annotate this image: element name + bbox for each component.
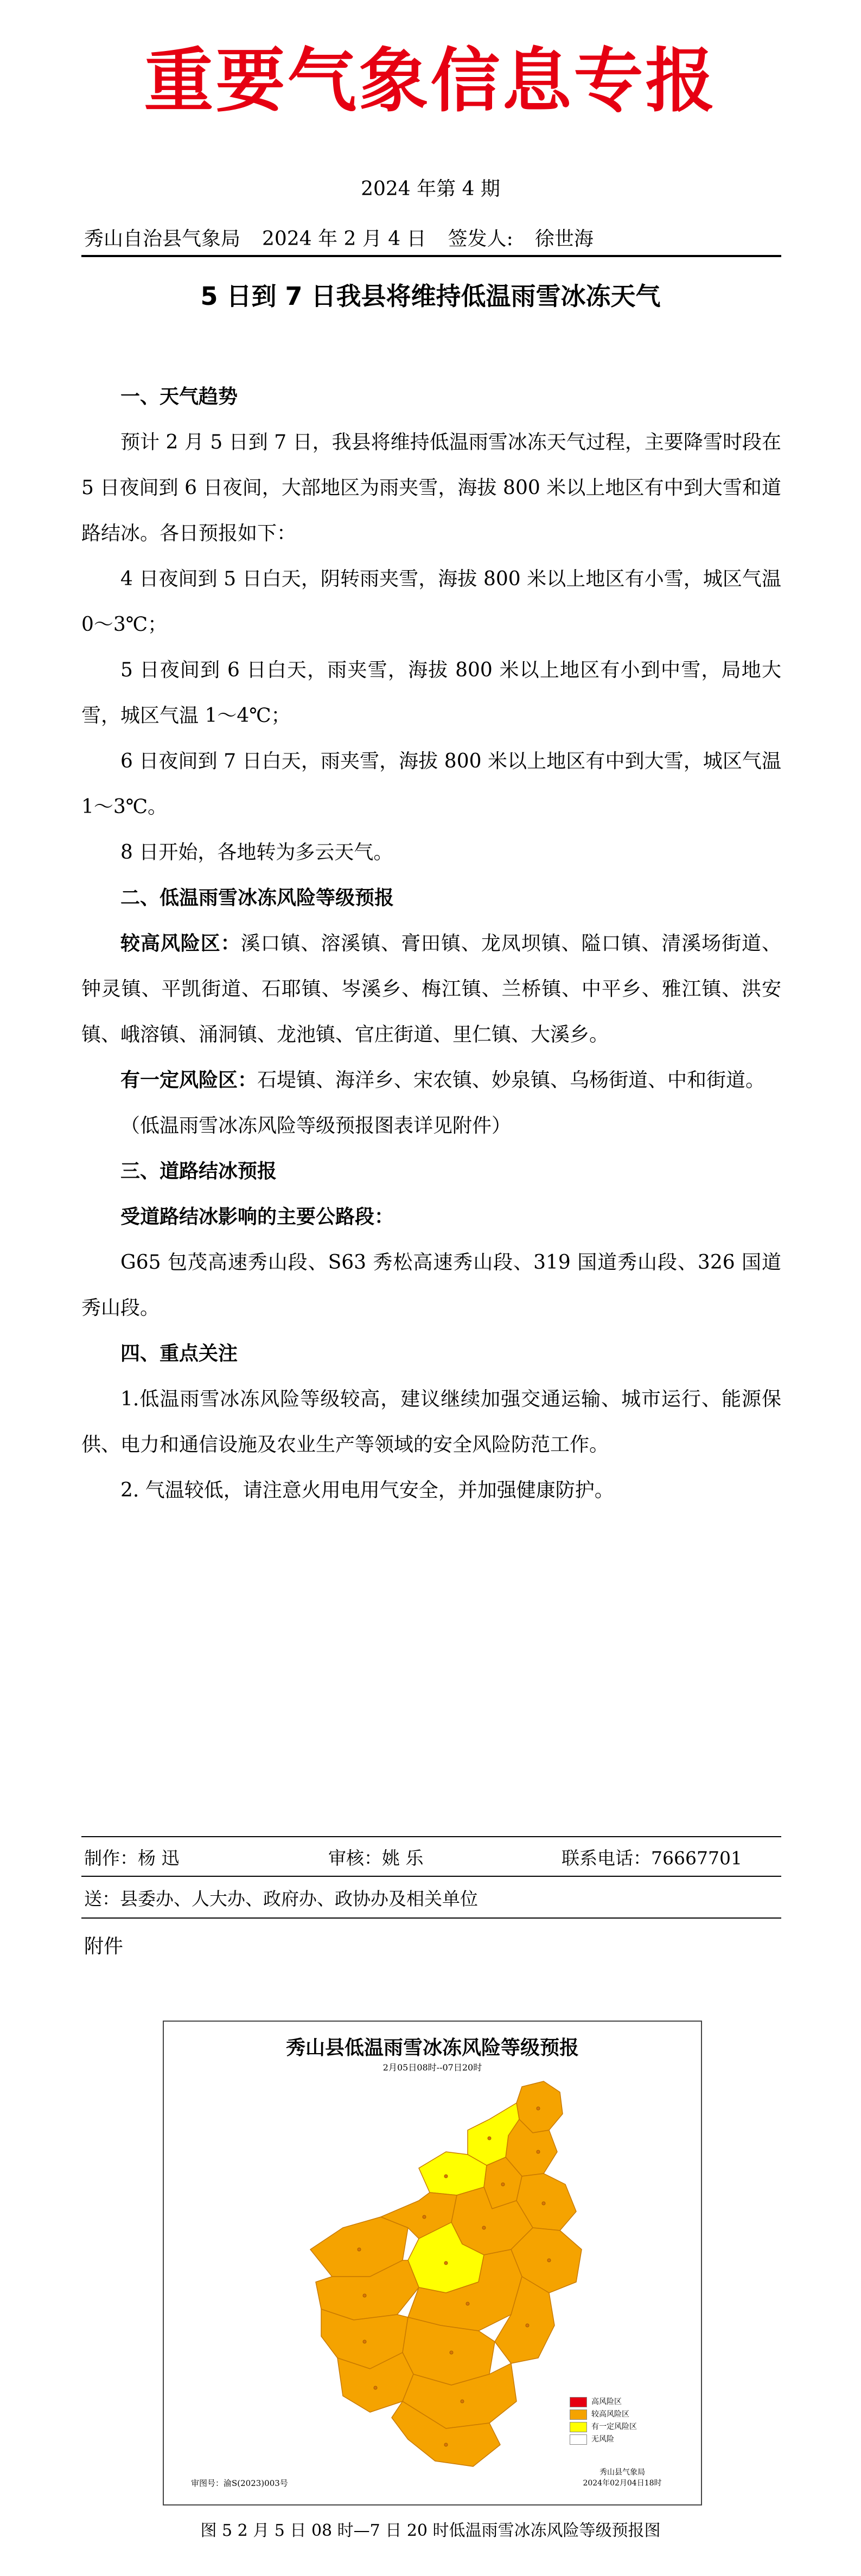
high-risk-paragraph — [81, 921, 781, 1058]
risk-map-figure — [163, 2021, 702, 2505]
moderate-risk-text: 石堤镇、海洋乡、宋农镇、妙泉镇、乌杨街道、中和街道。 — [257, 1069, 766, 1091]
moderate-risk-label: 有一定风险区： — [120, 1069, 258, 1091]
footer-rule-bottom — [81, 1917, 781, 1919]
maker: 制作：杨 迅 — [84, 1848, 180, 1869]
road-icing-text: G65 包茂高速秀山段、S63 秀松高速秀山段、319 国道秀山段、326 国道秀山段。 — [81, 1251, 781, 1319]
legend-swatch — [570, 2397, 587, 2407]
reviewer: 审核：姚 乐 — [328, 1848, 424, 1869]
send-to: 送：县委办、人大办、政府办、政协办及相关单位 — [84, 1888, 478, 1909]
section-1-para-4: 6 日夜间到 7 日白天，雨夹雪，海拔 800 米以上地区有中到大雪，城区气温 1～3℃。 — [81, 750, 781, 818]
map-approval-number: 审图号：渝S(2023)003号 — [191, 2478, 288, 2488]
signer-name: 徐世海 — [534, 228, 594, 250]
footer-credits — [84, 1844, 781, 1869]
section-2-title: 二、低温雨雪冰冻风险等级预报 — [120, 887, 394, 909]
document-body — [81, 374, 781, 1513]
phone-label: 联系电话： — [562, 1848, 651, 1869]
section-4-para-2: 2. 气温较低，请注意火用电用气安全，并加强健康防护。 — [120, 1479, 614, 1501]
section-1-title: 一、天气趋势 — [120, 386, 238, 408]
map-issue-time: 2024年02月04日18时 — [583, 2479, 662, 2488]
contact — [562, 1844, 742, 1870]
legend-label: 无风险 — [591, 2435, 614, 2444]
section-1-para-1: 预计 2 月 5 日到 7 日，我县将维持低温雨雪冰冻天气过程，主要降雪时段在 5 日夜间到 6 日夜间，大部地区为雨夹雪，海拔 800 米以上地区有中到大雪和道路结冰。各日预报如下： — [81, 431, 781, 545]
map-subtitle: 2月05日08时--07日20时 — [382, 2062, 482, 2073]
high-risk-label: 较高风险区： — [120, 932, 241, 955]
legend-label: 有一定风险区 — [591, 2422, 637, 2431]
section-1-para-5: 8 日开始，各地转为多云天气。 — [120, 841, 393, 864]
footer-rule-top — [81, 1836, 781, 1837]
signer-label: 签发人: — [448, 228, 513, 250]
footer-rule-mid — [81, 1876, 781, 1877]
legend-label: 高风险区 — [591, 2398, 622, 2406]
legend-swatch — [570, 2409, 587, 2420]
meta-line — [84, 223, 594, 251]
county-risk-map — [164, 2022, 701, 2504]
map-issuer: 秀山县气象局 — [599, 2468, 645, 2477]
header-rule — [81, 255, 781, 257]
issue-number: 2024 年第 4 期 — [361, 178, 500, 200]
section-4-title: 四、重点关注 — [120, 1343, 238, 1365]
headline: 5 日到 7 日我县将维持低温雨雪冰冻天气 — [200, 282, 661, 311]
moderate-risk-paragraph — [81, 1058, 781, 1103]
map-issuer-block — [571, 2466, 674, 2488]
annex-label: 附件 — [84, 1935, 124, 1958]
road-icing-label: 受道路结冰影响的主要公路段： — [120, 1206, 394, 1228]
section-1-para-3: 5 日夜间到 6 日白天，雨夹雪，海拔 800 米以上地区有小到中雪，局地大雪，城区气温 1～4℃； — [81, 659, 781, 727]
phone-number: 76667701 — [651, 1848, 742, 1869]
legend-label: 较高风险区 — [591, 2410, 629, 2419]
map-title: 秀山县低温雨雪冰冻风险等级预报 — [285, 2036, 579, 2059]
agency: 秀山自治县气象局 — [84, 228, 241, 250]
issue-date: 2024 年 2 月 4 日 — [262, 228, 426, 250]
masthead-title: 重要气象信息专报 — [144, 41, 717, 122]
section-1-para-2: 4 日夜间到 5 日白天，阴转雨夹雪，海拔 800 米以上地区有小雪，城区气温 0～3℃； — [81, 568, 781, 636]
annex-note: （低温雨雪冰冻风险等级预报图表详见附件） — [120, 1115, 512, 1137]
legend-swatch — [570, 2434, 587, 2445]
figure-caption: 图 5 2 月 5 日 08 时—7 日 20 时低温雨雪冰冻风险等级预报图 — [200, 2521, 661, 2540]
section-4-para-1: 1.低温雨雪冰冻风险等级较高，建议继续加强交通运输、城市运行、能源保供、电力和通信设施及农业生产等领域的安全风险防范工作。 — [81, 1388, 781, 1456]
legend-swatch — [570, 2422, 587, 2432]
high-risk-text: 溪口镇、溶溪镇、膏田镇、龙凤坝镇、隘口镇、清溪场街道、钟灵镇、平凯街道、石耶镇、岑溪乡、梅江镇、兰桥镇、中平乡、雅江镇、洪安镇、峨溶镇、涌洞镇、龙池镇、官庄街道、里仁镇、大溪乡。 — [81, 932, 781, 1046]
section-3-title: 三、道路结冰预报 — [120, 1160, 277, 1182]
